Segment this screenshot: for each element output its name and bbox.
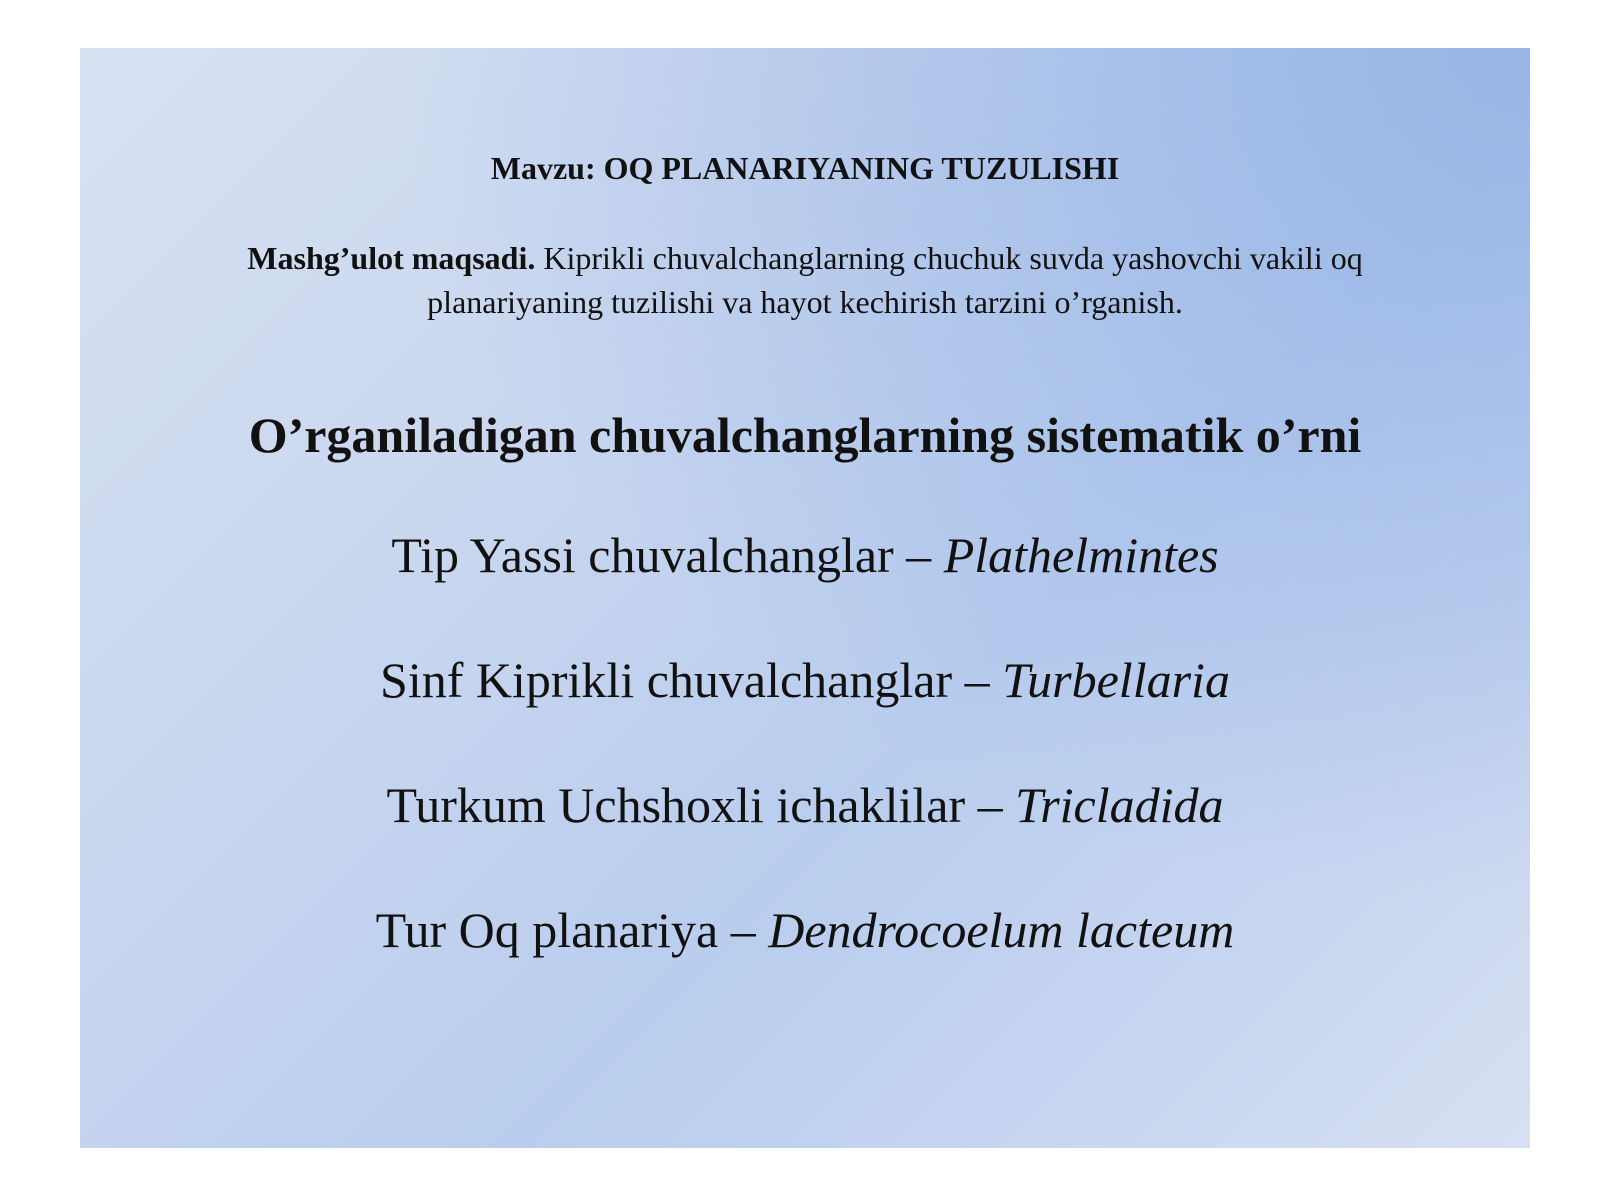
lesson-goal xyxy=(180,236,1430,324)
taxon-class xyxy=(80,651,1530,709)
taxon-rank: Sinf Kiprikli chuvalchanglar – xyxy=(380,652,1003,708)
slide xyxy=(80,48,1530,1148)
lesson-goal-text: Kiprikli chuvalchanglarning chuchuk suvda yashovchi vakili oq planariyaning tuzilishi va hayot kechirish tarzini o’rganish. xyxy=(427,240,1363,320)
taxon-order xyxy=(80,776,1530,834)
topic-title: Mavzu: OQ PLANARIYANING TUZULISHI xyxy=(490,150,1120,186)
taxon-rank: Tur Oq planariya – xyxy=(375,902,769,958)
section-heading: O’rganiladigan chuvalchanglarning sistematik o’rni xyxy=(248,407,1362,463)
taxon-species xyxy=(80,901,1530,959)
taxon-latin-name: Dendrocoelum lacteum xyxy=(768,902,1235,958)
taxon-rank: Tip Yassi chuvalchanglar – xyxy=(391,527,944,583)
taxon-rank: Turkum Uchshoxli ichaklilar – xyxy=(386,777,1016,833)
taxon-latin-name: Plathelmintes xyxy=(943,527,1219,583)
taxon-latin-name: Tricladida xyxy=(1015,777,1224,833)
taxon-phylum xyxy=(80,526,1530,584)
taxon-latin-name: Turbellaria xyxy=(1002,652,1230,708)
lesson-goal-label: Mashg’ulot maqsadi. xyxy=(247,240,536,276)
